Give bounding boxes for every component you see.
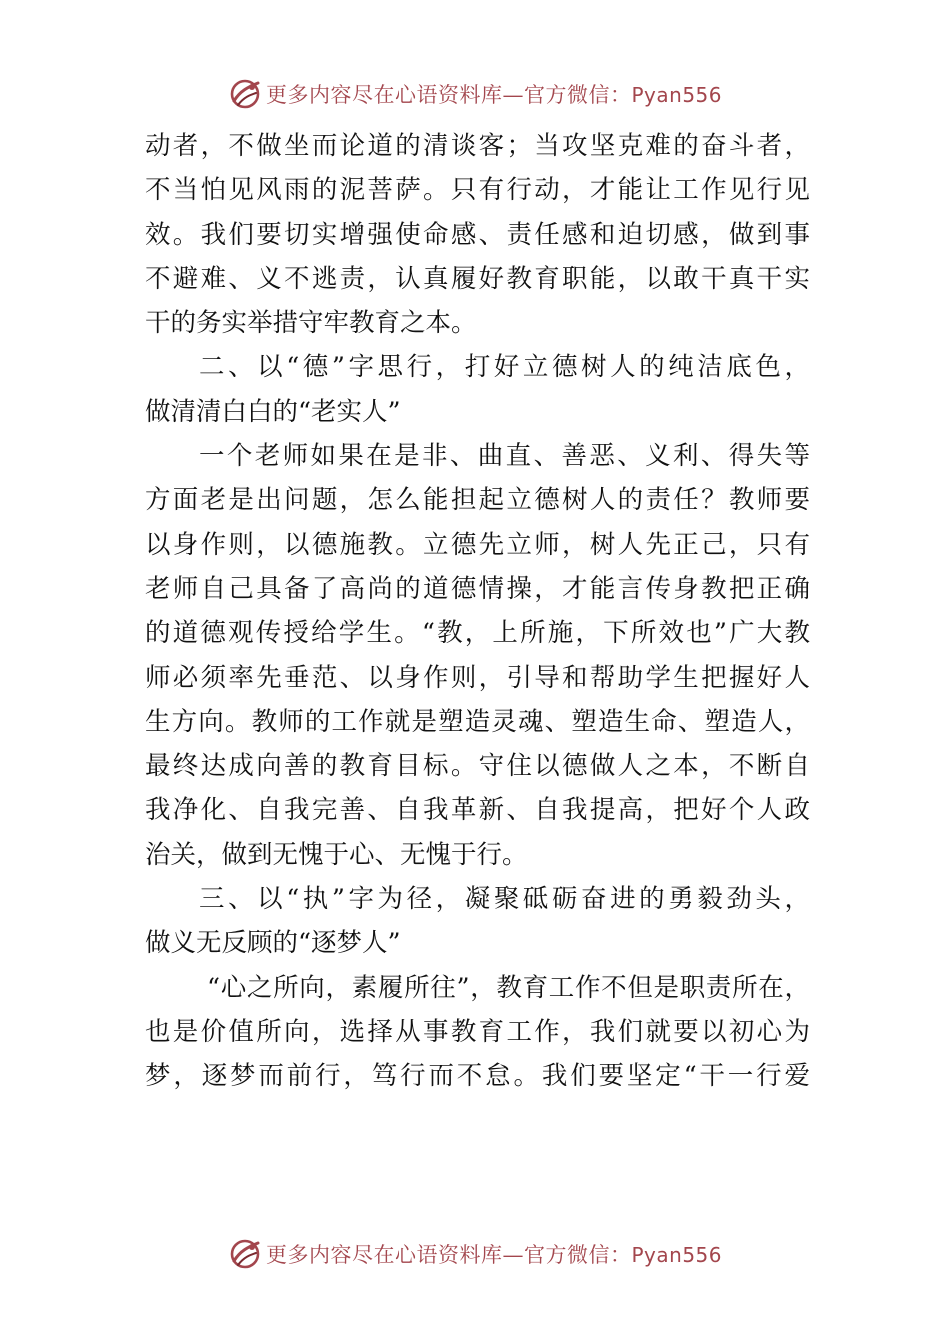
body-line: 以身作则，以德施教。立德先立师，树人先正己，只有	[145, 529, 810, 560]
body-line: 梦，逐梦而前行，笃行而不怠。我们要坚定“干一行爱	[145, 1061, 810, 1092]
footer-wechat-id: Pyan556	[631, 1243, 722, 1267]
body-line: 方面老是出问题，怎么能担起立德树人的责任？教师要	[145, 485, 810, 516]
body-line: 也是价值所向，选择从事教育工作，我们就要以初心为	[145, 1016, 810, 1047]
section-heading-line: 做义无反顾的“逐梦人”	[145, 928, 401, 959]
xinyu-logo-icon	[228, 77, 262, 111]
body-line: 师必须率先垂范、以身作则，引导和帮助学生把握好人	[145, 662, 810, 693]
document-body	[145, 124, 810, 1099]
body-line: 效。我们要切实增强使命感、责任感和迫切感，做到事	[145, 219, 810, 250]
header-banner-text: 更多内容尽在心语资料库—官方微信：	[265, 83, 632, 107]
body-line: 不当怕见风雨的泥菩萨。只有行动，才能让工作见行见	[145, 175, 810, 206]
header-banner	[0, 74, 950, 114]
body-line: 不避难、义不逃责，认真履好教育职能，以敢干真干实	[145, 263, 810, 294]
section-heading-line: 做清清白白的“老实人”	[145, 396, 401, 427]
body-line: 动者，不做坐而论道的清谈客；当攻坚克难的奋斗者，	[145, 131, 810, 161]
footer-banner	[0, 1234, 950, 1274]
body-line: 的道德观传授给学生。“教，上所施，下所效也”广大教	[145, 618, 810, 649]
body-line: 最终达成向善的教育目标。守住以德做人之本，不断自	[145, 751, 810, 782]
body-line: “心之所向，素履所往”，教育工作不但是职责所在，	[207, 972, 810, 1003]
body-line: 老师自己具备了高尚的道德情操，才能言传身教把正确	[145, 573, 810, 604]
header-wechat-id: Pyan556	[631, 83, 722, 107]
xinyu-logo-icon	[228, 1237, 262, 1271]
body-line: 一个老师如果在是非、曲直、善恶、义利、得失等	[199, 441, 810, 472]
section-heading-line: 三、以“执”字为径，凝聚砥砺奋进的勇毅劲头，	[199, 884, 810, 915]
body-line: 治关，做到无愧于心、无愧于行。	[145, 839, 528, 870]
body-line: 生方向。教师的工作就是塑造灵魂、塑造生命、塑造人，	[145, 706, 810, 737]
footer-banner-text: 更多内容尽在心语资料库—官方微信：	[265, 1243, 632, 1267]
body-line: 干的务实举措守牢教育之本。	[145, 308, 477, 339]
body-line: 我净化、自我完善、自我革新、自我提高，把好个人政	[145, 795, 810, 826]
section-heading-line: 二、以“德”字思行，打好立德树人的纯洁底色，	[199, 352, 810, 383]
